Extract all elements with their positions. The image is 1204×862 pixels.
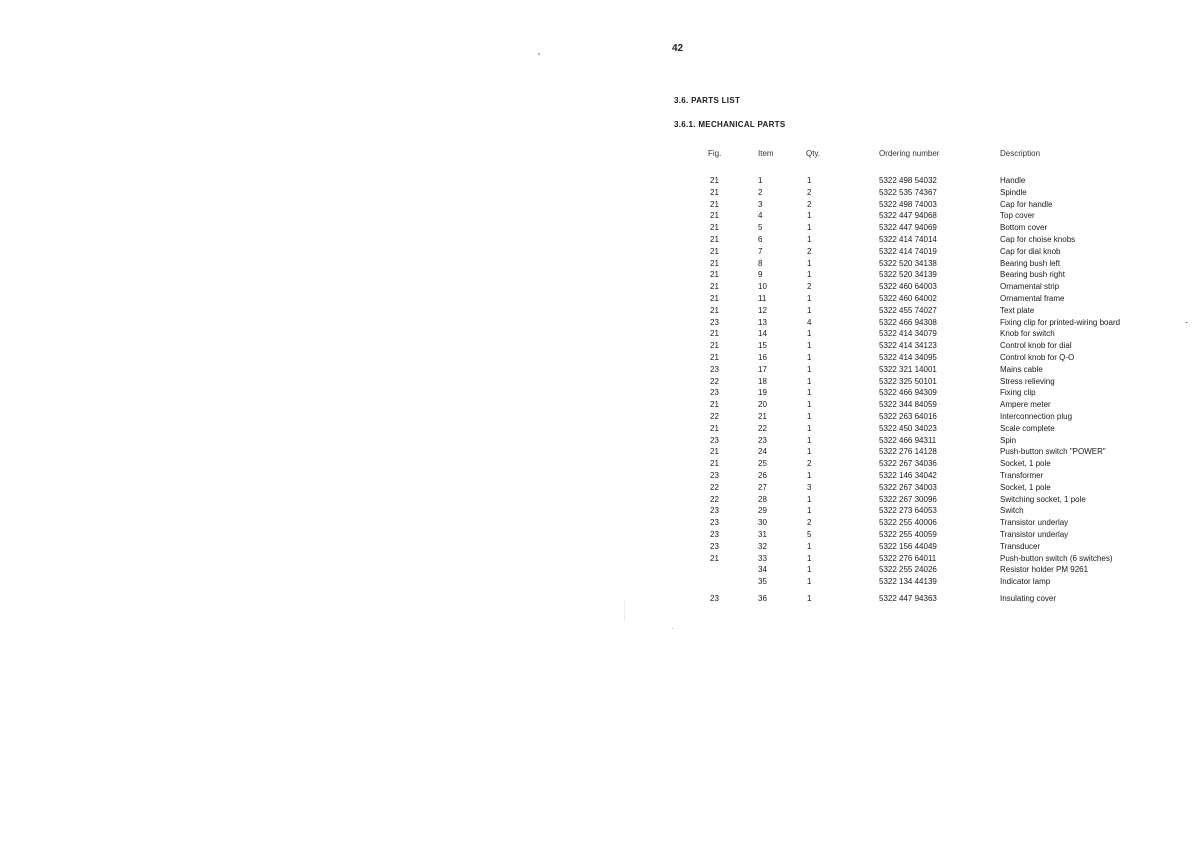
table-row [690,435,1160,447]
qty-cell: 1 [807,258,812,268]
table-row [690,364,1160,376]
item-cell: 17 [758,364,767,374]
qty-cell: 1 [807,305,812,315]
qty-cell: 1 [807,400,812,410]
ordering-number-cell: 5322 535 74367 [879,187,937,197]
qty-cell: 1 [807,565,812,575]
item-cell: 24 [758,447,767,457]
table-row [690,529,1160,541]
qty-cell: 5 [807,529,812,539]
item-cell: 1 [758,176,763,185]
description-cell: Spindle [1000,187,1027,197]
fig-cell: 21 [710,270,719,280]
description-cell: Spin [1000,435,1017,445]
table-row [690,328,1160,340]
fig-cell: 23 [710,541,719,551]
description-cell: Switching socket, 1 pole [1000,494,1086,504]
ordering-number-cell: 5322 255 40006 [879,518,937,528]
ordering-number-cell: 5322 146 34042 [879,470,937,480]
description-cell: Resistor holder PM 9261 [1000,565,1089,575]
item-cell: 4 [758,211,763,221]
description-cell: Text plate [1000,305,1035,315]
fig-cell: 21 [710,447,719,457]
item-cell: 26 [758,470,767,480]
fig-cell: 21 [710,341,719,351]
qty-cell: 1 [807,293,812,303]
table-row [690,494,1160,506]
description-cell: Transistor underlay [1000,518,1069,528]
table-row [690,305,1160,317]
description-cell: Push-button switch (6 switches) [1000,553,1113,563]
ordering-number-cell: 5322 498 54032 [879,176,937,185]
ordering-number-cell: 5322 414 34079 [879,329,937,339]
table-row [690,199,1160,211]
table-row [690,281,1160,293]
item-cell: 27 [758,482,767,492]
item-cell: 21 [758,411,767,421]
table-row [690,576,1160,588]
table-row [690,222,1160,234]
item-cell: 11 [758,293,767,303]
table-row [690,210,1160,222]
fig-cell: 21 [710,553,719,563]
item-cell: 12 [758,305,767,315]
qty-cell: 2 [807,246,812,256]
description-cell: Switch [1000,506,1024,516]
ordering-number-cell: 5322 267 34003 [879,482,937,492]
description-cell: Control knob for dial [1000,341,1072,351]
table-body [690,175,1160,605]
fig-cell: 21 [710,223,719,233]
qty-cell: 1 [807,352,812,362]
fig-cell: 21 [710,352,719,362]
table-row [690,352,1160,364]
ordering-number-cell: 5322 273 64053 [879,506,937,516]
ordering-number-cell: 5322 321 14001 [879,364,937,374]
table-row [690,411,1160,423]
ordering-number-cell: 5322 455 74027 [879,305,937,315]
fig-cell: 23 [710,317,719,327]
fig-cell: 23 [710,529,719,539]
table-row [690,470,1160,482]
qty-cell: 1 [807,211,812,221]
qty-cell: 4 [807,317,812,327]
header-item: Item [758,149,774,158]
ordering-number-cell: 5322 466 94308 [879,317,937,327]
item-cell: 8 [758,258,763,268]
ordering-number-cell: 5322 263 64016 [879,411,937,421]
description-cell: Interconnection plug [1000,411,1073,421]
table-row [690,517,1160,529]
qty-cell: 1 [807,411,812,421]
ordering-number-cell: 5322 414 74019 [879,246,937,256]
scan-speck [1185,322,1188,323]
qty-cell: 1 [807,553,812,563]
fig-cell: 23 [710,364,719,374]
item-cell: 14 [758,329,767,339]
table-row [690,553,1160,565]
table-row [690,258,1160,270]
description-cell: Bearing bush right [1000,270,1065,280]
qty-cell: 1 [807,176,812,185]
table-row [690,246,1160,258]
ordering-number-cell: 5322 267 30096 [879,494,937,504]
item-cell: 31 [758,529,767,539]
table-row [690,593,1160,605]
fig-cell: 22 [710,494,719,504]
ordering-number-cell: 5322 255 24026 [879,565,937,575]
fig-cell: 21 [710,258,719,268]
fig-cell: 23 [710,506,719,516]
description-cell: Stress relieving [1000,376,1055,386]
item-cell: 5 [758,223,763,233]
table-row [690,376,1160,388]
qty-cell: 1 [807,541,812,551]
fig-cell: 23 [710,518,719,528]
table-header-row [690,147,1160,161]
qty-cell: 1 [807,270,812,280]
description-cell: Scale complete [1000,423,1055,433]
fig-cell: 21 [710,199,719,209]
ordering-number-cell: 5322 498 74003 [879,199,937,209]
item-cell: 2 [758,187,763,197]
table-row [690,564,1160,576]
ordering-number-cell: 5322 156 44049 [879,541,937,551]
qty-cell: 1 [807,388,812,398]
fig-cell: 23 [710,593,719,603]
fig-cell: 21 [710,187,719,197]
page-number: 42 [672,43,684,54]
table-row [690,387,1160,399]
description-cell: Transformer [1000,470,1044,480]
item-cell: 6 [758,234,763,244]
ordering-number-cell: 5322 447 94363 [879,593,937,603]
qty-cell: 2 [807,518,812,528]
description-cell: Socket, 1 pole [1000,459,1051,469]
ordering-number-cell: 5322 134 44139 [879,577,937,587]
description-cell: Transducer [1000,541,1041,551]
qty-cell: 2 [807,282,812,292]
qty-cell: 1 [807,364,812,374]
ordering-number-cell: 5322 414 74014 [879,234,937,244]
scan-mark [624,600,625,622]
ordering-number-cell: 5322 520 34138 [879,258,937,268]
fig-cell: 21 [710,329,719,339]
fig-cell: 21 [710,293,719,303]
description-cell: Top cover [1000,211,1035,221]
fig-cell: 22 [710,411,719,421]
fig-cell: 21 [710,282,719,292]
description-cell: Bottom cover [1000,223,1048,233]
table-row [690,340,1160,352]
description-cell: Fixing clip [1000,388,1036,398]
header-ordering-number: Ordering number [879,149,940,158]
fig-cell: 21 [710,423,719,433]
item-cell: 15 [758,341,767,351]
ordering-number-cell: 5322 520 34139 [879,270,937,280]
fig-cell: 21 [710,305,719,315]
item-cell: 23 [758,435,767,445]
description-cell: Ornamental strip [1000,282,1060,292]
ordering-number-cell: 5322 276 14128 [879,447,937,457]
qty-cell: 1 [807,593,812,603]
description-cell: Mains cable [1000,364,1043,374]
ordering-number-cell: 5322 450 34023 [879,423,937,433]
ordering-number-cell: 5322 276 64011 [879,553,937,563]
table-row [690,293,1160,305]
description-cell: Push-button switch "POWER" [1000,447,1106,457]
item-cell: 22 [758,423,767,433]
qty-cell: 1 [807,470,812,480]
fig-cell: 23 [710,470,719,480]
fig-cell: 21 [710,246,719,256]
ordering-number-cell: 5322 414 34095 [879,352,937,362]
description-cell: Socket, 1 pole [1000,482,1051,492]
description-cell: Ampere meter [1000,400,1051,410]
scan-speck [538,53,540,55]
item-cell: 35 [758,577,767,587]
header-fig: Fig. [708,149,722,158]
ordering-number-cell: 5322 447 94068 [879,211,937,221]
table-row [690,175,1160,187]
qty-cell: 2 [807,459,812,469]
subsection-heading: 3.6.1. MECHANICAL PARTS [674,120,786,129]
description-cell: Indicator lamp [1000,577,1051,587]
item-cell: 13 [758,317,767,327]
ordering-number-cell: 5322 460 64002 [879,293,937,303]
item-cell: 34 [758,565,767,575]
description-cell: Bearing bush left [1000,258,1061,268]
scan-speck [672,628,673,629]
item-cell: 25 [758,459,767,469]
description-cell: Ornamental frame [1000,293,1065,303]
description-cell: Handle [1000,176,1026,185]
description-cell: Transistor underlay [1000,529,1069,539]
ordering-number-cell: 5322 466 94309 [879,388,937,398]
qty-cell: 1 [807,376,812,386]
qty-cell: 1 [807,577,812,587]
ordering-number-cell: 5322 255 40059 [879,529,937,539]
item-cell: 30 [758,518,767,528]
item-cell: 36 [758,593,767,603]
table-row [690,505,1160,517]
ordering-number-cell: 5322 325 50101 [879,376,937,386]
qty-cell: 1 [807,506,812,516]
item-cell: 9 [758,270,763,280]
ordering-number-cell: 5322 344 84059 [879,400,937,410]
description-cell: Insulating cover [1000,593,1057,603]
qty-cell: 3 [807,482,812,492]
item-cell: 10 [758,282,767,292]
item-cell: 28 [758,494,767,504]
item-cell: 7 [758,246,763,256]
qty-cell: 1 [807,494,812,504]
item-cell: 32 [758,541,767,551]
item-cell: 29 [758,506,767,516]
ordering-number-cell: 5322 414 34123 [879,341,937,351]
description-cell: Cap for dial knob [1000,246,1061,256]
table-row [690,458,1160,470]
description-cell: Control knob for Q-O [1000,352,1075,362]
table-row [690,234,1160,246]
item-cell: 16 [758,352,767,362]
fig-cell: 22 [710,376,719,386]
description-cell: Fixing clip for printed-wiring board [1000,317,1121,327]
table-row [690,541,1160,553]
fig-cell: 22 [710,482,719,492]
ordering-number-cell: 5322 267 34036 [879,459,937,469]
qty-cell: 2 [807,187,812,197]
description-cell: Cap for handle [1000,199,1053,209]
fig-cell: 21 [710,234,719,244]
table-row [690,482,1160,494]
description-cell: Cap for choise knobs [1000,234,1076,244]
item-cell: 18 [758,376,767,386]
table-row [690,446,1160,458]
ordering-number-cell: 5322 466 94311 [879,435,937,445]
ordering-number-cell: 5322 460 64003 [879,282,937,292]
fig-cell: 21 [710,211,719,221]
qty-cell: 1 [807,341,812,351]
item-cell: 20 [758,400,767,410]
qty-cell: 1 [807,329,812,339]
parts-table [690,147,1160,605]
qty-cell: 1 [807,447,812,457]
ordering-number-cell: 5322 447 94069 [879,223,937,233]
qty-cell: 1 [807,423,812,433]
fig-cell: 23 [710,435,719,445]
qty-cell: 1 [807,223,812,233]
section-heading: 3.6. PARTS LIST [674,96,741,105]
table-row [690,423,1160,435]
fig-cell: 21 [710,176,719,185]
fig-cell: 21 [710,459,719,469]
qty-cell: 1 [807,234,812,244]
header-qty: Qty. [806,149,821,158]
item-cell: 3 [758,199,763,209]
item-cell: 33 [758,553,767,563]
table-row [690,399,1160,411]
fig-cell: 21 [710,400,719,410]
table-row [690,187,1160,199]
description-cell: Knob for switch [1000,329,1055,339]
table-row [690,317,1160,329]
qty-cell: 2 [807,199,812,209]
item-cell: 19 [758,388,767,398]
table-row [690,269,1160,281]
fig-cell: 23 [710,388,719,398]
header-description: Description [1000,149,1041,158]
qty-cell: 1 [807,435,812,445]
